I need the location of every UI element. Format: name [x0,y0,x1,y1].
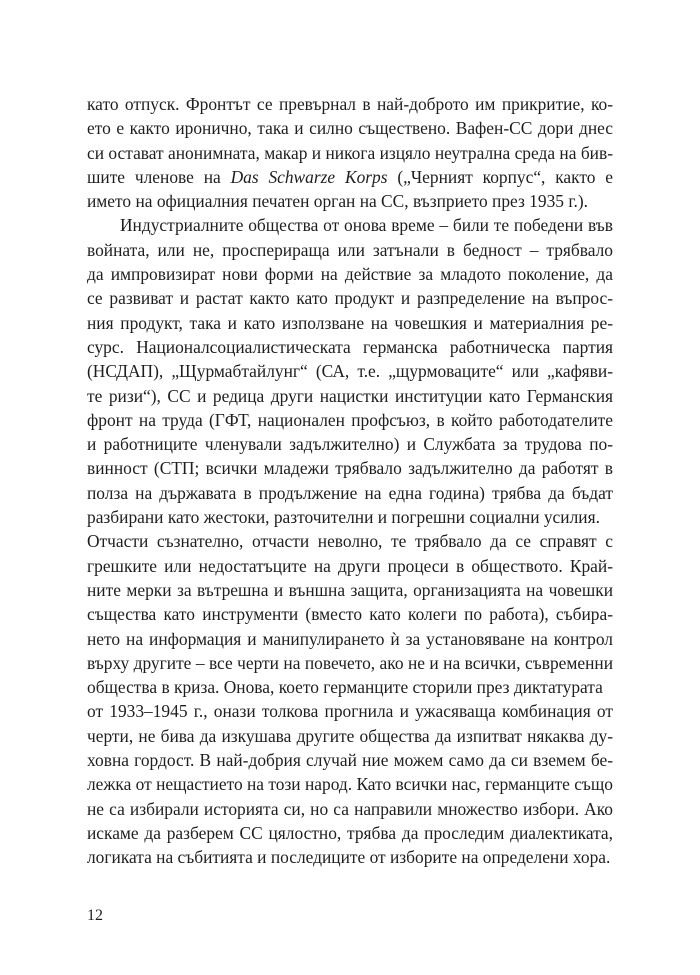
text-line: полза на държавата в продължение на една година) трябва да бъдат [87,482,613,503]
text-line: върху другите – все черти на повечето, ако не и на всички, съвременни [87,652,613,673]
text-line: си остават анонимната, макар и никога изцяло неутрална среда на бив- [87,142,613,163]
text-line: като отпуск. Фронтът се превърнал в най-доброто им прикритие, ко- [87,94,613,114]
text-line: войната, или не, просперираща или затънали в бедност – трябвало [87,239,613,260]
text-line: лежка от нещастието на този народ. Като всички нас, германците също [87,774,613,795]
text-line: ните мерки за вътрешна и външна защита, организацията на човешки [87,579,613,600]
italic-title: Das Schwarze Korps [230,166,388,187]
text-line: сурс. Националсоциалистическата германска работническа партия [87,336,613,357]
text-line: грешките или недостатъците на други процеси в обществото. Край- [87,555,613,576]
text-line: черти, не бива да изкушава другите общества да изпитват някаква ду- [87,725,613,746]
body-text [87,92,613,870]
text-line: същества като инструменти (вместо като колеги по работа), събира- [87,604,613,625]
text-line: да импровизират нови форми на действие за младото поколение, да [87,264,613,285]
text-line: не са избирали историята си, но са направили множество избори. Ако [87,798,613,819]
text-line: искаме да разберем СС цялостно, трябва да проследим диалектиката, [87,822,613,843]
text-line: нето на информация и манипулирането ѝ за установяване на контрол [87,628,613,649]
page-number: 12 [87,907,103,924]
text-line: (НСДАП), „Щурмабтайлунг“ (СА, т.е. „щурмоваците“ или „кафяви- [87,361,613,382]
text-line: винност (СТП; всички младежи трябвало задължително да работят в [87,458,613,479]
text-line: шите членове на Das Schwarze Korps („Черният корпус“, както е [87,166,614,187]
text-line: общества в криза. Онова, което германците сторили през диктатурата [87,677,603,698]
text-line: и работниците членували задължително) и Службата за трудова по- [87,434,613,455]
text-line: ховна гордост. В най-добрия случай ние можем само да си вземем бе- [87,750,613,771]
text-line: името на официалния печатен орган на СС, възприето през 1935 г.). [87,191,588,212]
text-line: Индустриалните общества от онова време – били те победени във [120,215,613,236]
text-line: логиката на събитията и последиците от изборите на определени хора. [87,847,611,868]
text-line: фронт на труда (ГФТ, национален профсъюз, в който работодателите [87,409,613,430]
text-line: Отчасти съзнателно, отчасти неволно, те трябвало да се справят с [87,531,613,552]
text-line: от 1933–1945 г., онази толкова прогнила и ужасяваща комбинация от [87,701,613,722]
text-line: ния продукт, така и като използване на човешкия и материалния ре- [87,312,613,333]
text-line: разбирани като жестоки, разточителни и погрешни социални усилия. [87,507,600,528]
text-line: те ризи“), СС и редица други нацистки институции като Германския [87,385,613,406]
text-line: се развиват и растат както като продукт и разпределение на въпрос- [87,288,613,309]
text-line: ето е както иронично, така и силно съществено. Вафен-СС дори днес [87,118,613,139]
